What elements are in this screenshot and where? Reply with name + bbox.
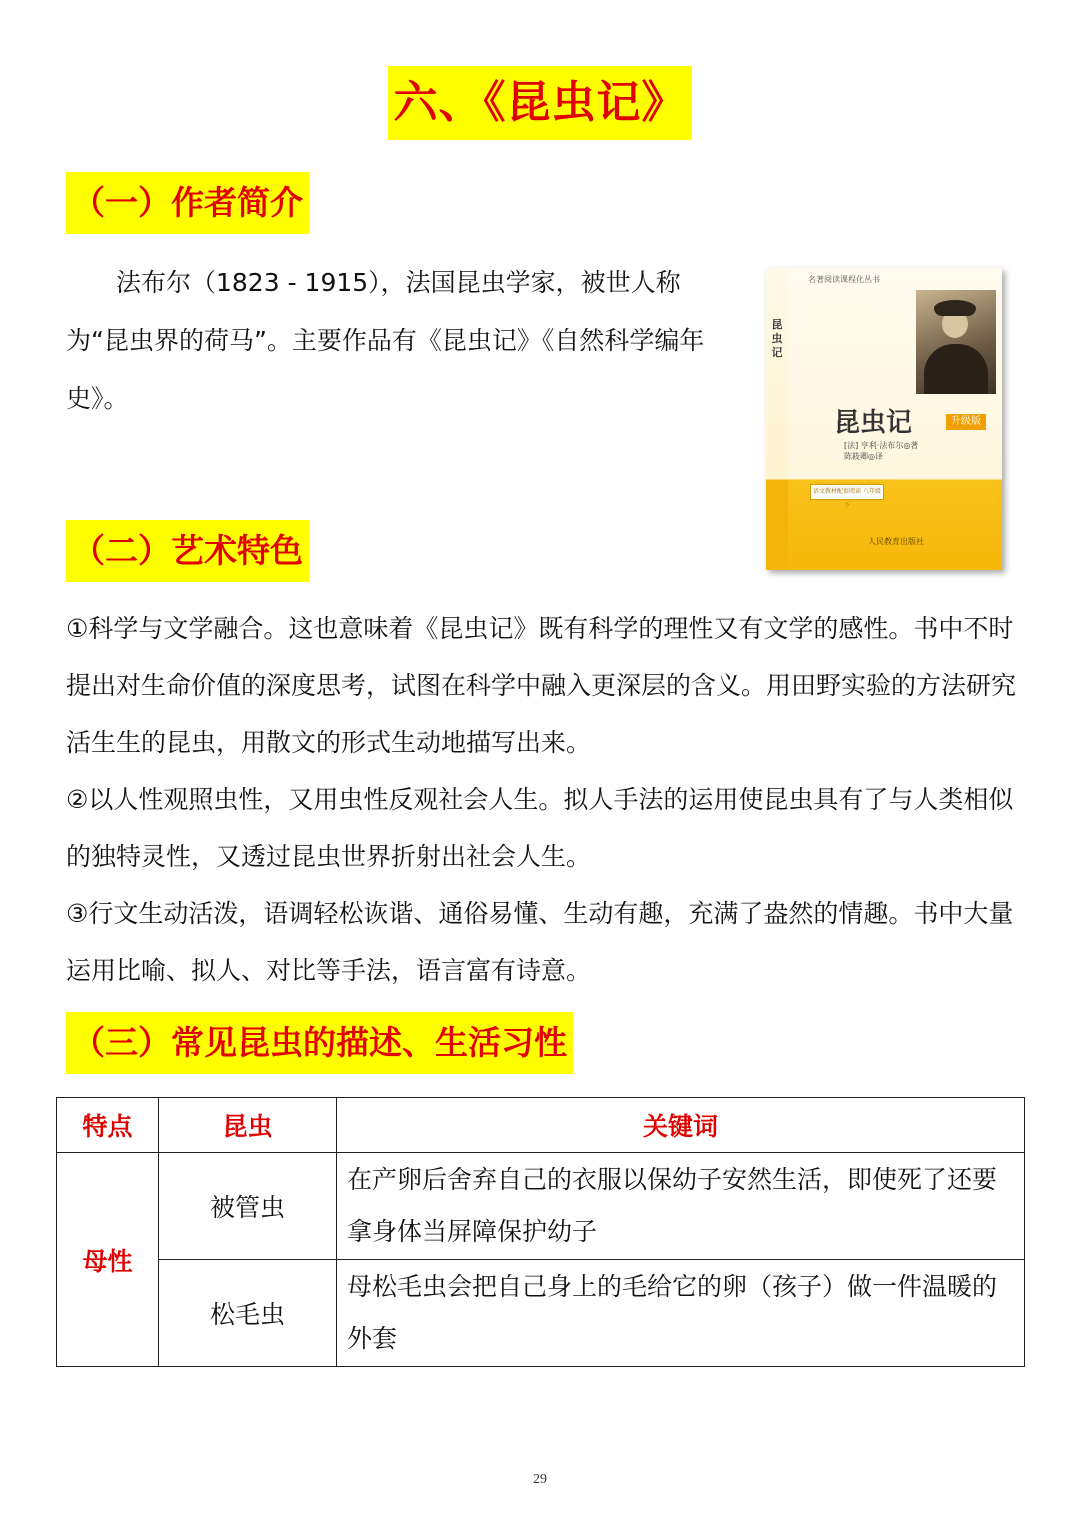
book-spine-title: 昆虫记	[771, 318, 783, 359]
section-heading-art: （二）艺术特色	[66, 520, 309, 582]
book-translator-line: 陈筱卿◎译	[844, 452, 883, 461]
feature-item: ③行文生动活泼，语调轻松诙谐、通俗易懂、生动有趣，充满了盎然的情趣。书中大量运用比喻、拟人、对比等手法，语言富有诗意。	[66, 899, 1014, 985]
feature-item: ①科学与文学融合。这也意味着《昆虫记》既有科学的理性又有文学的感性。书中不时提出对生命价值的深度思考，试图在科学中融入更深层的含义。用田野实验的方法研究活生生的昆虫，用散文的形式生动地描写出来。	[66, 614, 1017, 757]
page-number: 29	[533, 1472, 547, 1487]
keywords-cell: 在产卵后舍弃自己的衣服以保幼子安然生活，即使死了还要拿身体当屏障保护幼子	[337, 1153, 1025, 1260]
feature-item: ②以人性观照虫性，又用虫性反观社会人生。拟人手法的运用使昆虫具有了与人类相似的独特灵性，又透过昆虫世界折射出社会人生。	[66, 785, 1014, 871]
page-title: 六、《昆虫记》	[388, 66, 692, 140]
table-row	[57, 1153, 1025, 1260]
book-author	[844, 440, 918, 462]
book-spine	[766, 268, 789, 570]
header-insect: 昆虫	[159, 1098, 337, 1153]
header-keywords: 关键词	[337, 1098, 1025, 1153]
insect-table	[56, 1097, 1025, 1367]
table-header-row	[57, 1098, 1025, 1153]
section-heading-insects: （三）常见昆虫的描述、生活习性	[66, 1012, 573, 1074]
portrait-hat	[934, 300, 976, 316]
book-series: 名著阅读课程化丛书	[808, 275, 880, 284]
book-front	[788, 268, 1002, 570]
author-intro-text: 法布尔（1823 - 1915），法国昆虫学家，被世人称为“昆虫界的荷马”。主要作品有《昆虫记》《自然科学编年史》。	[66, 268, 705, 413]
insect-cell: 被管虫	[159, 1153, 337, 1260]
book-author-line: [法] 亨利·法布尔◎著	[844, 441, 919, 450]
table-row	[57, 1260, 1025, 1367]
keywords-cell: 母松毛虫会把自己身上的毛给它的卵（孩子）做一件温暖的外套	[337, 1260, 1025, 1367]
section-heading-author: （一）作者简介	[66, 172, 309, 234]
header-feature: 特点	[57, 1098, 159, 1153]
portrait-body	[924, 344, 988, 394]
book-cover-image	[766, 268, 1002, 570]
book-edition-badge: 升级版	[946, 414, 986, 430]
insect-cell: 松毛虫	[159, 1260, 337, 1367]
book-title: 昆虫记	[834, 408, 913, 438]
feature-cell: 母性	[57, 1153, 159, 1367]
author-portrait	[916, 290, 996, 394]
art-features-list	[66, 600, 1018, 999]
book-publisher: 人民教育出版社	[868, 537, 924, 546]
book-grade-tag: 语文教材配套阅读 八年级下	[810, 484, 884, 500]
